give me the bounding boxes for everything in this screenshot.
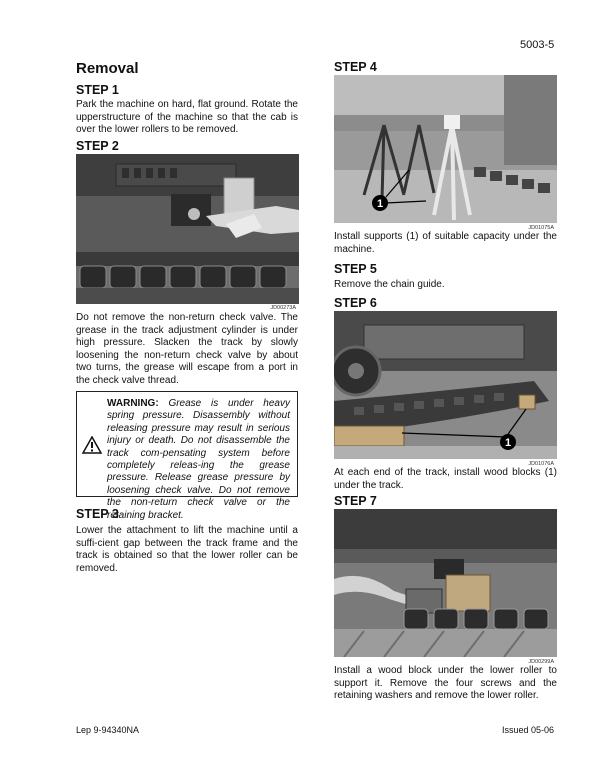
step1-title: STEP 1: [76, 83, 119, 97]
step6-title: STEP 6: [334, 296, 377, 310]
lower-roller-image: [334, 509, 557, 657]
step6-text: At each end of the track, install wood blocks (1) under the track.: [334, 467, 557, 491]
step2-title: STEP 2: [76, 139, 119, 153]
step7-text: Install a wood block under the lower roller to support it. Remove the four screws and the retaining washers and remove the lower roller.: [334, 665, 557, 702]
step6-figure-id: JD01076A: [528, 461, 554, 467]
step7-photo: [334, 509, 557, 657]
step3-title: STEP 3: [76, 507, 119, 521]
step4-title: STEP 4: [334, 60, 377, 74]
step1-text: Park the machine on hard, flat ground. Rotate the upperstructure of the machine so that the cab is over the lower rollers to be removed.: [76, 99, 298, 136]
step5-text: Remove the chain guide.: [334, 279, 445, 290]
section-title: Removal: [76, 60, 139, 77]
step7-figure-id: JD00299A: [528, 659, 554, 665]
warning-triangle-icon: [82, 436, 102, 454]
step6-callout: 1: [504, 437, 512, 449]
page-number: 5003-5: [520, 39, 555, 51]
wood-blocks-image: [334, 311, 557, 459]
warning-label: WARNING:: [107, 398, 159, 409]
step2-figure-id: JD00273A: [270, 305, 296, 311]
warning-text: Grease is under heavy spring pressure. Disassembly without releasing pressure may result in serious injury or death. Do not disassemble the track com-pensating system before completely releas-ing the grease pressure. Release grease pressure by loosening check valve. Do not remove the non-return check valve or the retaining bracket.: [107, 398, 290, 521]
warning-text-block: [107, 398, 290, 522]
step6-photo: [334, 311, 557, 459]
step4-text: Install supports (1) of suitable capacity under the machine.: [334, 231, 557, 255]
step2-text: Do not remove the non-return check valve. The grease in the track adjustment cylinder is under high pressure. Slacken the track by slowly loosening the non-return check valve by about two turns, the grease will escape from a port in the check valve thread.: [76, 312, 298, 386]
track-adjuster-image: [76, 154, 299, 304]
step3-text: Lower the attachment to lift the machine until a suffi-cient gap between the track frame and the track is obtained so that the lower roller can be removed.: [76, 525, 298, 574]
footer-left: Lep 9-94340NA: [76, 725, 140, 735]
step4-callout: 1: [376, 198, 384, 210]
step5-title: STEP 5: [334, 262, 377, 276]
footer-right: Issued 05-06: [501, 725, 554, 735]
step2-photo: [76, 154, 299, 304]
supports-image: [334, 75, 557, 223]
step7-title: STEP 7: [334, 494, 377, 508]
step4-figure-id: JD01075A: [528, 225, 554, 231]
step4-photo: [334, 75, 557, 223]
